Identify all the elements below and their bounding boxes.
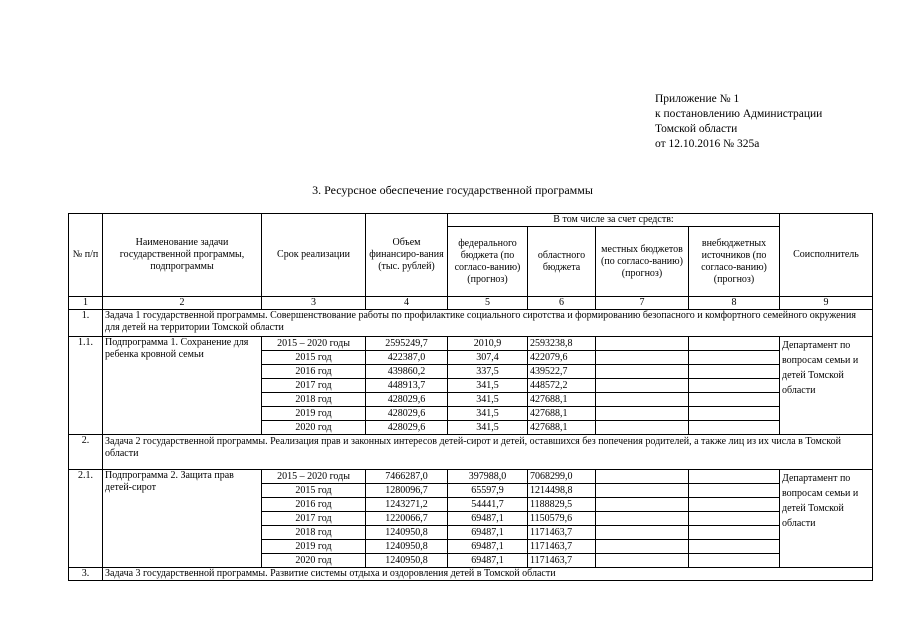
extra-cell xyxy=(689,498,780,512)
federal-cell: 341,5 xyxy=(448,379,528,393)
volume-cell: 2595249,7 xyxy=(366,337,448,351)
task-text: Задача 3 государственной программы. Развитие системы отдыха и оздоровления детей в Томской области xyxy=(103,568,873,581)
regional-cell: 1214498,8 xyxy=(528,484,596,498)
regional-cell: 422079,6 xyxy=(528,351,596,365)
task-row xyxy=(69,435,873,470)
period-cell: 2020 год xyxy=(262,554,366,568)
regional-cell: 1171463,7 xyxy=(528,554,596,568)
extra-cell xyxy=(689,365,780,379)
regional-cell: 439522,7 xyxy=(528,365,596,379)
extra-cell xyxy=(689,393,780,407)
federal-cell: 65597,9 xyxy=(448,484,528,498)
period-cell: 2016 год xyxy=(262,365,366,379)
document-title: 3. Ресурсное обеспечение государственной программы xyxy=(312,183,593,197)
column-number: 2 xyxy=(103,297,262,310)
regional-cell: 1171463,7 xyxy=(528,540,596,554)
local-cell xyxy=(596,470,689,484)
appendix-line: Томской области xyxy=(655,123,738,135)
federal-cell: 397988,0 xyxy=(448,470,528,484)
header-partner: Соисполнитель xyxy=(780,214,873,297)
regional-cell: 2593238,8 xyxy=(528,337,596,351)
regional-cell: 7068299,0 xyxy=(528,470,596,484)
period-cell: 2019 год xyxy=(262,540,366,554)
local-cell xyxy=(596,554,689,568)
task-num: 1. xyxy=(69,310,103,337)
column-number: 9 xyxy=(780,297,873,310)
period-cell: 2018 год xyxy=(262,393,366,407)
federal-cell: 341,5 xyxy=(448,393,528,407)
task-num: 3. xyxy=(69,568,103,581)
task-text: Задача 1 государственной программы. Совершенствование работы по профилактике социального сиротства и формированию безопасного и комфортного семейного окружения для детей на территории Томской области xyxy=(103,310,873,337)
federal-cell: 337,5 xyxy=(448,365,528,379)
local-cell xyxy=(596,526,689,540)
volume-cell: 1240950,8 xyxy=(366,554,448,568)
federal-cell: 69487,1 xyxy=(448,554,528,568)
program-name: Подпрограмма 2. Защита прав детей-сирот xyxy=(103,470,262,568)
column-number: 3 xyxy=(262,297,366,310)
table-row xyxy=(69,470,873,484)
regional-cell: 1150579,6 xyxy=(528,512,596,526)
header-local: местных бюджетов (по согласо-ванию) (прогноз) xyxy=(596,227,689,297)
volume-cell: 1240950,8 xyxy=(366,526,448,540)
extra-cell xyxy=(689,470,780,484)
period-cell: 2015 – 2020 годы xyxy=(262,337,366,351)
task-text: Задача 2 государственной программы. Реализация прав и законных интересов детей-сирот и детей, оставшихся без попечения родителей, а также лиц из их числа в Томской области xyxy=(103,435,873,470)
local-cell xyxy=(596,540,689,554)
regional-cell: 448572,2 xyxy=(528,379,596,393)
partner-cell: Департамент по вопросам семьи и детей Томской области xyxy=(780,337,873,435)
period-cell: 2018 год xyxy=(262,526,366,540)
regional-cell: 427688,1 xyxy=(528,393,596,407)
program-name: Подпрограмма 1. Сохранение для ребенка кровной семьи xyxy=(103,337,262,435)
federal-cell: 69487,1 xyxy=(448,526,528,540)
extra-cell xyxy=(689,379,780,393)
local-cell xyxy=(596,498,689,512)
extra-cell xyxy=(689,337,780,351)
regional-cell: 1171463,7 xyxy=(528,526,596,540)
extra-cell xyxy=(689,484,780,498)
volume-cell: 1243271,2 xyxy=(366,498,448,512)
federal-cell: 69487,1 xyxy=(448,512,528,526)
column-number: 1 xyxy=(69,297,103,310)
local-cell xyxy=(596,337,689,351)
federal-cell: 341,5 xyxy=(448,407,528,421)
volume-cell: 1220066,7 xyxy=(366,512,448,526)
appendix-line: к постановлению Администрации xyxy=(655,108,823,120)
regional-cell: 427688,1 xyxy=(528,421,596,435)
local-cell xyxy=(596,351,689,365)
regional-cell: 427688,1 xyxy=(528,407,596,421)
period-cell: 2015 – 2020 годы xyxy=(262,470,366,484)
local-cell xyxy=(596,484,689,498)
header-extra: внебюджетных источников (по согласо-ванию) (прогноз) xyxy=(689,227,780,297)
extra-cell xyxy=(689,407,780,421)
task-num: 2. xyxy=(69,435,103,470)
federal-cell: 69487,1 xyxy=(448,540,528,554)
federal-cell: 341,5 xyxy=(448,421,528,435)
local-cell xyxy=(596,365,689,379)
resource-table xyxy=(68,213,873,581)
header-including: В том числе за счет средств: xyxy=(448,214,780,227)
task-row xyxy=(69,310,873,337)
period-cell: 2015 год xyxy=(262,484,366,498)
volume-cell: 7466287,0 xyxy=(366,470,448,484)
column-number: 7 xyxy=(596,297,689,310)
appendix-line: от 12.10.2016 № 325а xyxy=(655,138,760,150)
column-number: 8 xyxy=(689,297,780,310)
task-row xyxy=(69,568,873,581)
volume-cell: 439860,2 xyxy=(366,365,448,379)
volume-cell: 428029,6 xyxy=(366,407,448,421)
column-number: 6 xyxy=(528,297,596,310)
federal-cell: 307,4 xyxy=(448,351,528,365)
volume-cell: 1240950,8 xyxy=(366,540,448,554)
local-cell xyxy=(596,407,689,421)
program-num: 2.1. xyxy=(69,470,103,568)
column-numbers-row xyxy=(69,297,873,310)
local-cell xyxy=(596,512,689,526)
period-cell: 2017 год xyxy=(262,379,366,393)
federal-cell: 54441,7 xyxy=(448,498,528,512)
regional-cell: 1188829,5 xyxy=(528,498,596,512)
header-name: Наименование задачи государственной программы, подпрограммы xyxy=(103,214,262,297)
appendix-block xyxy=(655,92,822,152)
volume-cell: 428029,6 xyxy=(366,393,448,407)
volume-cell: 1280096,7 xyxy=(366,484,448,498)
appendix-line: Приложение № 1 xyxy=(655,93,740,105)
volume-cell: 422387,0 xyxy=(366,351,448,365)
table-row xyxy=(69,337,873,351)
period-cell: 2019 год xyxy=(262,407,366,421)
header-num: № п/п xyxy=(69,214,103,297)
extra-cell xyxy=(689,421,780,435)
header-period: Срок реализации xyxy=(262,214,366,297)
column-number: 5 xyxy=(448,297,528,310)
period-cell: 2016 год xyxy=(262,498,366,512)
period-cell: 2017 год xyxy=(262,512,366,526)
header-volume: Объем финансиро-вания (тыс. рублей) xyxy=(366,214,448,297)
local-cell xyxy=(596,421,689,435)
header-federal: федерального бюджета (по согласо-ванию) (прогноз) xyxy=(448,227,528,297)
header-regional: областного бюджета xyxy=(528,227,596,297)
volume-cell: 448913,7 xyxy=(366,379,448,393)
local-cell xyxy=(596,379,689,393)
extra-cell xyxy=(689,351,780,365)
extra-cell xyxy=(689,540,780,554)
extra-cell xyxy=(689,512,780,526)
extra-cell xyxy=(689,526,780,540)
federal-cell: 2010,9 xyxy=(448,337,528,351)
partner-cell: Департамент по вопросам семьи и детей Томской области xyxy=(780,470,873,568)
program-num: 1.1. xyxy=(69,337,103,435)
period-cell: 2020 год xyxy=(262,421,366,435)
column-number: 4 xyxy=(366,297,448,310)
extra-cell xyxy=(689,554,780,568)
volume-cell: 428029,6 xyxy=(366,421,448,435)
local-cell xyxy=(596,393,689,407)
period-cell: 2015 год xyxy=(262,351,366,365)
